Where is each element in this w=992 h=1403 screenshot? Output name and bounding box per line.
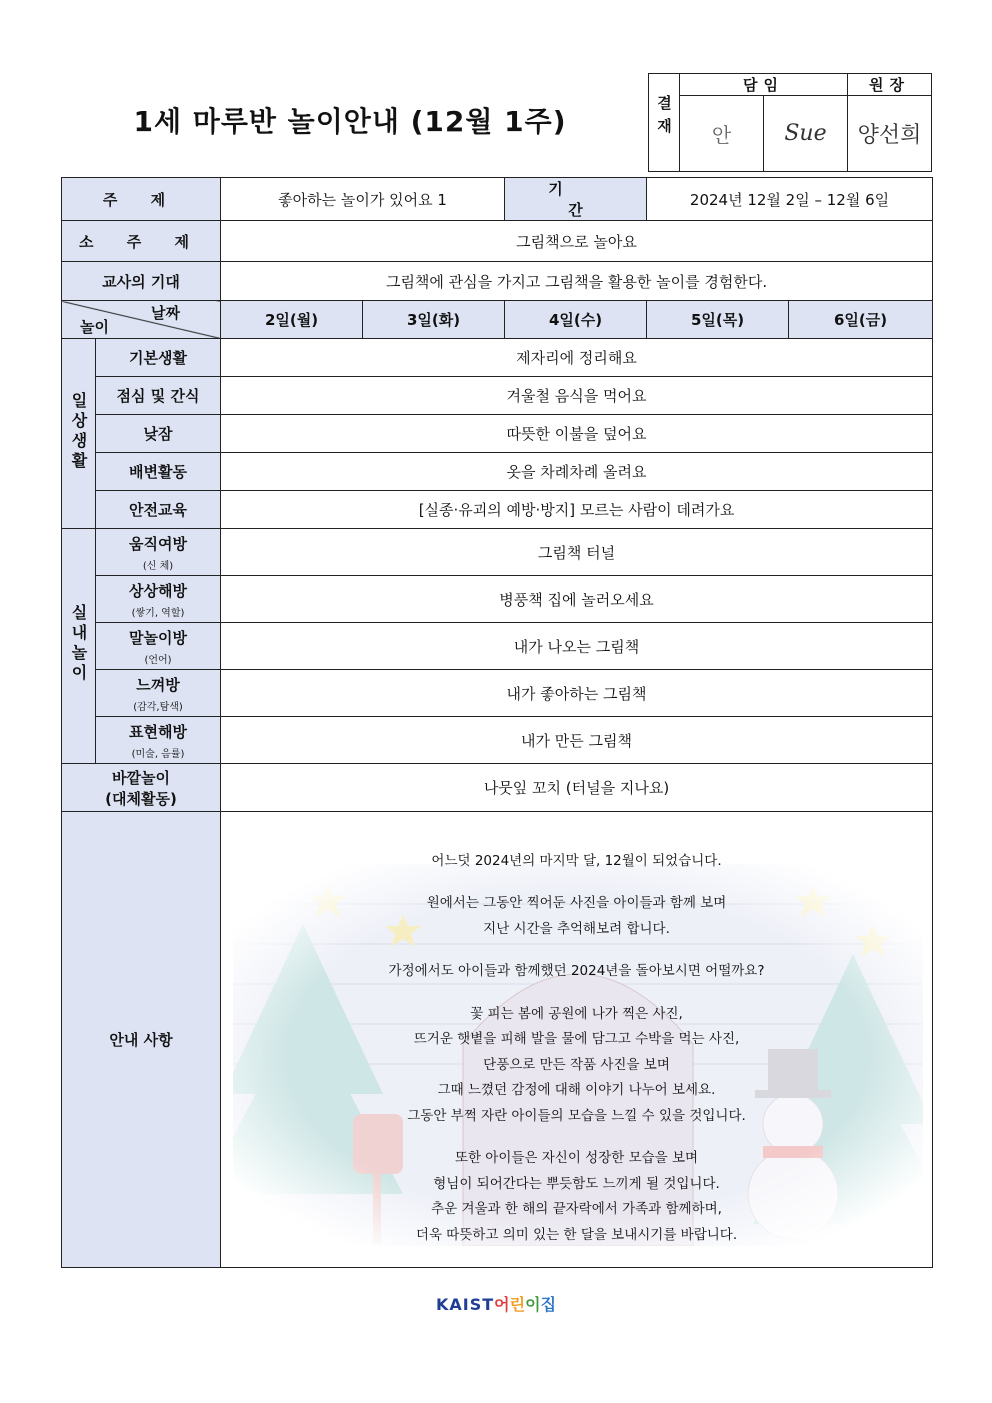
notice-line: 또한 아이들은 자신이 성장한 모습을 보며 (454, 1150, 699, 1167)
day-header: 6일(금) (789, 301, 933, 339)
indoor-row-value: 내가 만든 그림책 (221, 717, 933, 764)
indoor-row (62, 623, 933, 670)
daily-row (62, 339, 933, 377)
daily-row-label: 점심 및 간식 (96, 377, 221, 415)
indoor-row-sublabel: (쌓기, 역할) (131, 607, 185, 619)
notice-line: 어느덧 2024년의 마지막 달, 12월이 되었습니다. (431, 852, 722, 869)
kaist-daycare-logo: KAIST어린이집 (436, 1295, 557, 1314)
indoor-row-sublabel: (언어) (144, 654, 172, 666)
signature-image: 안 (711, 123, 732, 147)
expectation-row (62, 262, 933, 301)
plan-table (61, 177, 933, 1268)
day-header: 4일(수) (505, 301, 647, 339)
outdoor-label: 바깥놀이 (대체활동) (62, 764, 221, 812)
notice-line: 추운 겨울과 한 해의 끝자락에서 가족과 함께하며, (431, 1201, 722, 1218)
day-header: 2일(월) (221, 301, 363, 339)
period-value: 2024년 12월 2일 – 12월 6일 (647, 178, 933, 221)
indoor-row-value: 내가 좋아하는 그림책 (221, 670, 933, 717)
indoor-row-label: 상상해방 (쌓기, 역할) (96, 576, 221, 623)
indoor-row (62, 529, 933, 576)
approval-side-label: 결재 (649, 74, 680, 172)
signature-teacher-1 (680, 96, 764, 172)
daily-row-value: 제자리에 정리해요 (221, 339, 933, 377)
daily-row-label: 낮잠 (96, 415, 221, 453)
daily-row-value: 따뜻한 이불을 덮어요 (221, 415, 933, 453)
daily-row-label: 배변활동 (96, 453, 221, 491)
indoor-row-label: 말놀이방 (언어) (96, 623, 221, 670)
date-play-diagonal-cell (62, 301, 221, 339)
daily-row-value: 옷을 차례차례 올려요 (221, 453, 933, 491)
notice-row (62, 812, 933, 1268)
outdoor-row (62, 764, 933, 812)
indoor-row (62, 576, 933, 623)
daily-group-label: 일상생활 (62, 339, 96, 529)
director-label: 원장 (848, 74, 932, 96)
signature-image: Sue (784, 121, 827, 146)
topic-label: 주 제 (62, 178, 221, 221)
signature-image: 양선희 (857, 123, 922, 148)
notice-line: 가정에서도 아이들과 함께했던 2024년을 돌아보시면 어떨까요? (388, 963, 765, 980)
notice-line: 뜨거운 햇볕을 피해 발을 물에 담그고 수박을 먹는 사진, (413, 1031, 740, 1048)
indoor-row (62, 717, 933, 764)
indoor-row-sublabel: (미술, 음률) (131, 748, 185, 760)
subtopic-label: 소 주 제 (62, 221, 221, 262)
subtopic-row (62, 221, 933, 262)
daily-row-label: 기본생활 (96, 339, 221, 377)
indoor-row-value: 그림책 터널 (221, 529, 933, 576)
daily-row-value: 겨울철 음식을 먹어요 (221, 377, 933, 415)
expectation-value: 그림책에 관심을 가지고 그림책을 활용한 놀이를 경험한다. (221, 262, 933, 301)
play-label: 놀이 (80, 318, 109, 336)
approval-box (648, 73, 932, 172)
notice-line: 단풍으로 만든 작품 사진을 보며 (483, 1056, 670, 1073)
notice-line: 더욱 따뜻하고 의미 있는 한 달을 보내시기를 바랍니다. (415, 1226, 738, 1243)
indoor-row-label: 느껴방 (감각,탐색) (96, 670, 221, 717)
indoor-row-sublabel: (감각,탐색) (133, 701, 183, 713)
signature-director (848, 96, 932, 172)
outdoor-value: 나뭇잎 꼬치 (터널을 지나요) (221, 764, 933, 812)
daily-row (62, 415, 933, 453)
notice-line: 지난 시간을 추억해보려 합니다. (483, 920, 670, 937)
subtopic-value: 그림책으로 놀아요 (221, 221, 933, 262)
day-header: 3일(화) (363, 301, 505, 339)
daily-row (62, 377, 933, 415)
indoor-group-label: 실내놀이 (62, 529, 96, 764)
head-teacher-label: 담임 (680, 74, 848, 96)
page-title: 1세 마루반 놀이안내 (12월 1주) (133, 105, 567, 138)
notice-line: 그때 느꼈던 감정에 대해 이야기 나누어 보세요. (437, 1082, 716, 1099)
signature-teacher-2 (764, 96, 848, 172)
day-header-row (62, 301, 933, 339)
daily-row-value: [실종·유괴의 예방·방지] 모르는 사람이 데려가요 (221, 491, 933, 529)
notice-text-block (221, 831, 932, 1249)
indoor-row-value: 내가 나오는 그림책 (221, 623, 933, 670)
daily-row (62, 491, 933, 529)
indoor-row-sublabel: (신 체) (142, 560, 174, 572)
date-label: 날짜 (151, 304, 181, 322)
notice-line: 그동안 부쩍 자란 아이들의 모습을 느낄 수 있을 것입니다. (407, 1107, 746, 1124)
topic-row (62, 178, 933, 221)
notice-line: 원에서는 그동안 찍어둔 사진을 아이들과 함께 보며 (426, 895, 727, 912)
period-label: 기 간 (505, 178, 647, 221)
day-header: 5일(목) (647, 301, 789, 339)
daily-row (62, 453, 933, 491)
notice-label: 안내 사항 (62, 812, 221, 1268)
expectation-label: 교사의 기대 (62, 262, 221, 301)
notice-line: 형님이 되어간다는 뿌듯함도 느끼게 될 것입니다. (433, 1175, 720, 1192)
daily-row-label: 안전교육 (96, 491, 221, 529)
notice-line: 꽃 피는 봄에 공원에 나가 찍은 사진, (470, 1005, 683, 1022)
indoor-row-value: 병풍책 집에 놀러오세요 (221, 576, 933, 623)
indoor-row (62, 670, 933, 717)
notice-content (221, 812, 933, 1268)
indoor-row-label: 움직여방 (신 체) (96, 529, 221, 576)
indoor-row-label: 표현해방 (미술, 음률) (96, 717, 221, 764)
topic-value: 좋아하는 놀이가 있어요 1 (221, 178, 505, 221)
